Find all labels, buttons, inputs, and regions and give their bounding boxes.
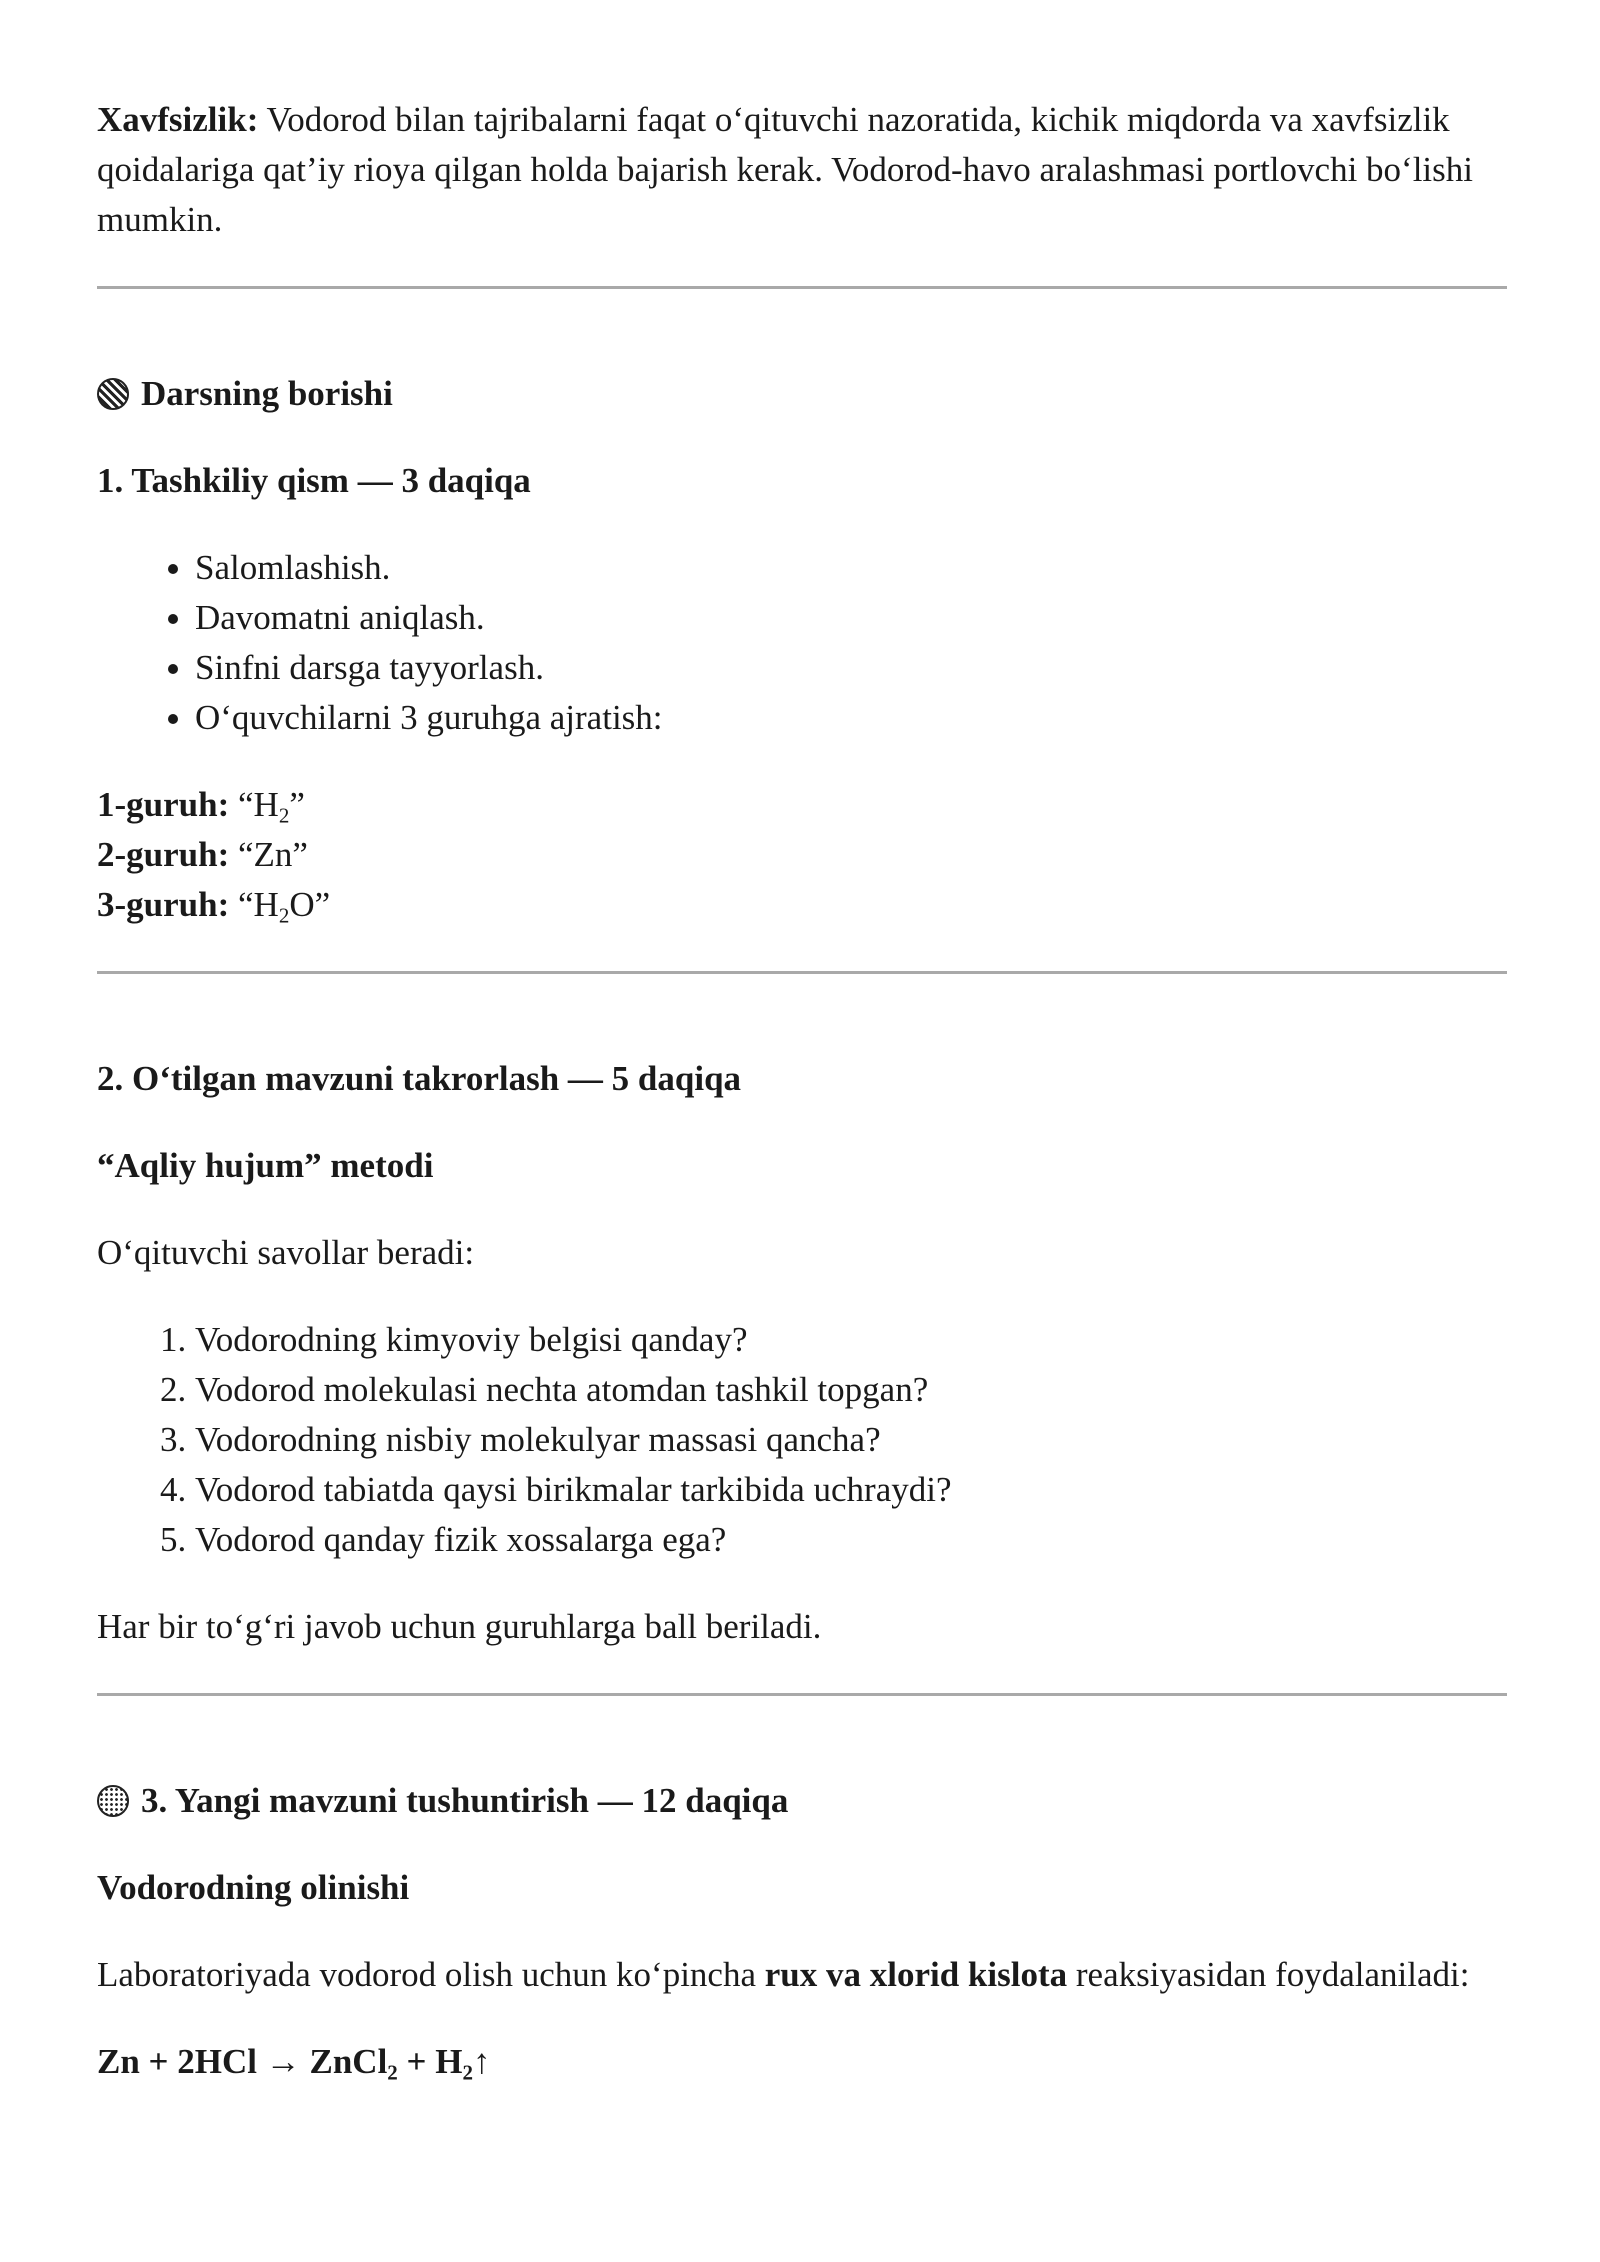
group-list — [97, 780, 1507, 930]
group-text: “H — [229, 885, 279, 924]
formula-plus: + — [406, 2042, 427, 2081]
hatched-circle-icon — [97, 378, 129, 410]
part3-subtitle: Vodorodning olinishi — [97, 1868, 410, 1907]
document-page — [97, 95, 1507, 2087]
list-item: 2. Vodorod molekulasi nechta atomdan tashkil topgan? — [195, 1365, 1507, 1415]
part3-text-bold: rux va xlorid kislota — [764, 1955, 1068, 1994]
group-label: 2-guruh: — [97, 835, 230, 874]
group-1 — [97, 780, 1507, 830]
safety-paragraph — [97, 95, 1507, 245]
question-list — [97, 1315, 1507, 1565]
part2-note: Har bir to‘g‘ri javob uchun guruhlarga ball beriladi. — [97, 1607, 822, 1646]
list-item: • O‘quvchilarni 3 guruhga ajratish: — [195, 693, 1507, 743]
divider-3 — [97, 1693, 1507, 1696]
formula-product-1-sub: 2 — [387, 2060, 398, 2085]
group-text-end: ” — [289, 785, 305, 824]
part2-method: “Aqliy hujum” metodi — [97, 1146, 434, 1185]
reaction-arrow-icon: → — [265, 2042, 301, 2081]
list-item: 4. Vodorod tabiatda qaysi birikmalar tarkibida uchraydi? — [195, 1465, 1507, 1515]
formula-product-1: ZnCl — [309, 2042, 388, 2081]
list-item: 5. Vodorod qanday fizik xossalarga ega? — [195, 1515, 1507, 1565]
list-item: • Sinfni darsga tayyorlash. — [195, 643, 1507, 693]
list-item: 1. Vodorodning kimyoviy belgisi qanday? — [195, 1315, 1507, 1365]
lesson-flow-title: Darsning borishi — [141, 374, 393, 413]
part3-paragraph — [97, 1950, 1507, 2000]
part1-title: 1. Tashkiliy qism — 3 daqiqa — [97, 461, 531, 500]
gas-arrow-icon: ↑ — [472, 2042, 491, 2081]
reaction-formula — [97, 2037, 1507, 2087]
list-item: • Davomatni aniqlash. — [195, 593, 1507, 643]
group-subscript: 2 — [278, 803, 290, 828]
part2-title: 2. O‘tilgan mavzuni takrorlash — 5 daqiqa — [97, 1059, 742, 1098]
group-text: “Zn” — [229, 835, 308, 874]
safety-label: Xavfsizlik: — [97, 100, 259, 139]
list-item: 3. Vodorodning nisbiy molekulyar massasi qancha? — [195, 1415, 1507, 1465]
formula-reactants: Zn + 2HCl — [97, 2042, 257, 2081]
group-2 — [97, 830, 1507, 880]
group-3 — [97, 880, 1507, 930]
list-item: • Salomlashish. — [195, 543, 1507, 593]
dotted-circle-icon — [97, 1785, 129, 1817]
part3-heading — [97, 1776, 1507, 1826]
part1-bullet-list — [97, 543, 1507, 743]
group-subscript: 2 — [278, 903, 290, 928]
part2-intro: O‘qituvchi savollar beradi: — [97, 1233, 475, 1272]
group-label: 1-guruh: — [97, 785, 230, 824]
part3-text-after: reaksiyasidan foydalaniladi: — [1067, 1955, 1470, 1994]
formula-product-2: H — [435, 2042, 463, 2081]
part3-title: 3. Yangi mavzuni tushuntirish — 12 daqiqa — [141, 1781, 789, 1820]
lesson-flow-heading — [97, 369, 1507, 419]
safety-text: Vodorod bilan tajribalarni faqat o‘qituvchi nazoratida, kichik miqdorda va xavfsizlik qoidalariga qat’iy rioya qilgan holda bajarish kerak. Vodorod-havo aralashmasi portlovchi bo‘lishi mumkin. — [97, 100, 1473, 239]
part3-text-before: Laboratoriyada vodorod olish uchun ko‘pincha — [97, 1955, 765, 1994]
formula-product-2-sub: 2 — [462, 2060, 473, 2085]
group-text: “H — [229, 785, 279, 824]
group-label: 3-guruh: — [97, 885, 230, 924]
divider-1 — [97, 286, 1507, 289]
group-text-end: O” — [289, 885, 331, 924]
divider-2 — [97, 971, 1507, 974]
